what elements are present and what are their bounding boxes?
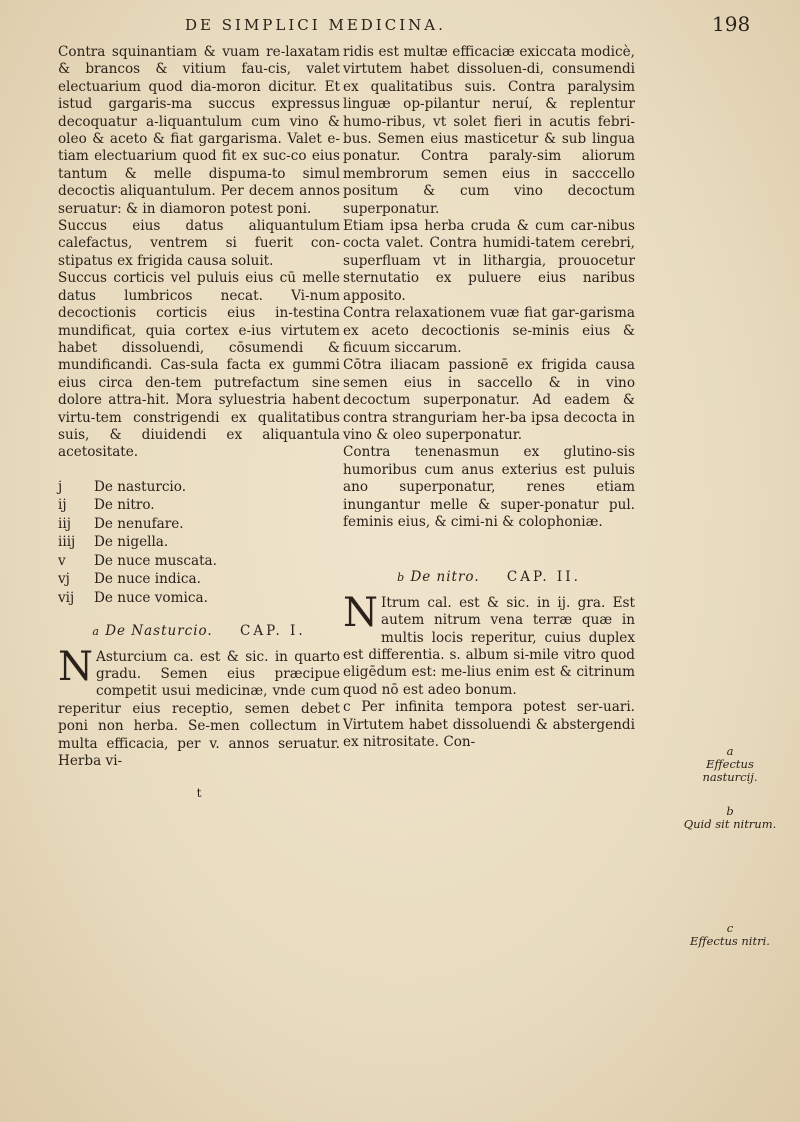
item-text: De nenufare. (94, 515, 184, 532)
item-number: vij (58, 589, 75, 606)
reference-mark: a (92, 625, 100, 639)
list-item (58, 515, 340, 534)
item-number: j (58, 478, 63, 495)
paragraph: ridis est multæ efficaciæ exiccata modicè, virtutem habet dissoluen-di, consumendi ex qualitatibus suis. Contra paralysim linguæ op-pilantur neruí, & replentur humo-ribus, vt solet fieri in acutis febri-bus. Semen eius masticetur & sub lingua ponatur. Contra paraly-sim aliorum membrorum semen eius in sacccello positum & cum vino decoctum superponatur. (343, 44, 635, 217)
paragraph: Contra squinantiam & vuam re-laxatam & brancos & vitium fau-cis, valet electuarium quod dia-moron dicitur. Et istud gargaris-ma succus expressus decoquatur a-liquantulum cum vino & oleo & aceto & fiat gargarisma. Valet e-tiam electuarium quod fit ex suc-co eius tantum & melle dispuma-to simul decoctis aliquantulum. Per decem annos seruatur: & in diamoron potest poni. (58, 44, 340, 217)
item-number: ij (58, 497, 67, 514)
item-number: vj (58, 571, 70, 588)
marginal-note-text: Quid sit nitrum. (683, 817, 777, 831)
left-column (58, 44, 340, 802)
list-item (58, 552, 340, 571)
running-head: DE SIMPLICI MEDICINA. (185, 16, 446, 34)
reference-mark: c (726, 921, 734, 935)
paragraph: Etiam ipsa herba cruda & cum car-nibus cocta valet. Contra humidi-tatem cerebri, superfluam vt in lithargia, prouocetur sternutatio ex puluere eius naribus apposito. (343, 218, 635, 304)
item-text: De nuce vomica. (94, 589, 208, 606)
drop-cap: N (58, 643, 93, 690)
item-text: De nitro. (94, 497, 155, 514)
chapter-heading (343, 569, 635, 586)
chapter-title: De nitro. (410, 569, 480, 586)
item-text: De nuce indica. (94, 571, 201, 588)
list-item (58, 570, 340, 589)
chapter-title: De Nasturcio. (105, 623, 213, 640)
chapter-index-list (58, 478, 340, 608)
signature-mark: t (196, 785, 202, 800)
marginal-note-text: Effectus nasturcij. (702, 757, 758, 784)
list-item (58, 496, 340, 515)
marginal-note-text: Effectus nitri. (690, 934, 770, 948)
chapter-number: CAP. I. (240, 623, 306, 640)
list-item (58, 533, 340, 552)
reference-mark: b (397, 571, 406, 585)
page-number: 198 (712, 12, 751, 36)
marginal-note (680, 745, 780, 784)
marginal-note (680, 805, 780, 831)
chapter-body: Asturcium ca. est & sic. in quarto gradu. Semen eius præcipue competit usui medicinæ, vnde cum reperitur eius receptio, semen debet poni non herba. Se-men collectum in multa efficacia, per v. annos seruatur. Herba vi- (58, 648, 340, 770)
chapter-text: c Per infinita tempora potest ser-uari. Virtutem habet dissoluendi & abstergendi ex nitrositate. Con- (343, 699, 635, 751)
chapter-text (58, 643, 340, 771)
paragraph: Contra tenenasmun ex glutino-sis humoribus cum anus exterius est puluis ano superponatur, renes etiam inungantur melle & super-ponatur pul. feminis eius, & cimi-ni & colophoniæ. (343, 444, 635, 530)
marginal-note (680, 922, 780, 948)
reference-mark: b (726, 804, 734, 818)
chapter-heading (58, 623, 340, 640)
drop-cap: N (343, 589, 378, 636)
item-number: v (58, 552, 66, 569)
paragraph: Succus eius datus aliquantulum calefactus, ventrem si fuerit con-stipatus ex frigida causa soluit. (58, 218, 340, 269)
paragraph: Contra relaxationem vuæ fiat gar-garisma ex aceto decoctionis se-minis eius & ficuum siccarum. (343, 305, 635, 356)
item-text: De nuce muscata. (94, 552, 217, 569)
item-number: iiij (58, 534, 76, 551)
chapter-body: Itrum cal. est & sic. in ij. gra. Est autem nitrum vena terræ quæ in multis locis reperitur, cuius duplex est differentia. s. album si-mile vitro quod eligēdum est: me-lius enim est & citrinum quod nō est adeo bonum. (343, 594, 635, 698)
paragraph: Succus corticis vel puluis eius cū melle datus lumbricos necat. Vi-num decoctionis corticis eius in-testina mundificat, quia cortex e-ius virtutem habet dissoluendi, cōsumendi & mundificandi. Cas-sula facta ex gummi eius circa den-tem putrefactum sine dolore attra-hit. Mora syluestria habent virtu-tem constrigendi ex qualitatibus suis, & diuidendi ex aliquantula acetositate. (58, 270, 340, 461)
right-column (343, 44, 635, 751)
item-text: De nasturcio. (94, 478, 187, 495)
list-item (58, 478, 340, 497)
chapter-number: CAP. II. (506, 569, 581, 586)
chapter-text (343, 589, 635, 699)
item-number: iij (58, 515, 71, 532)
paragraph: Cōtra iliacam passionē ex frigida causa semen eius in saccello & in vino decoctum superponatur. Ad eadem & contra stranguriam her-ba ipsa decocta in vino & oleo superponatur. (343, 357, 635, 443)
item-text: De nigella. (94, 534, 169, 551)
list-item (58, 589, 340, 608)
reference-mark: a (726, 744, 734, 758)
